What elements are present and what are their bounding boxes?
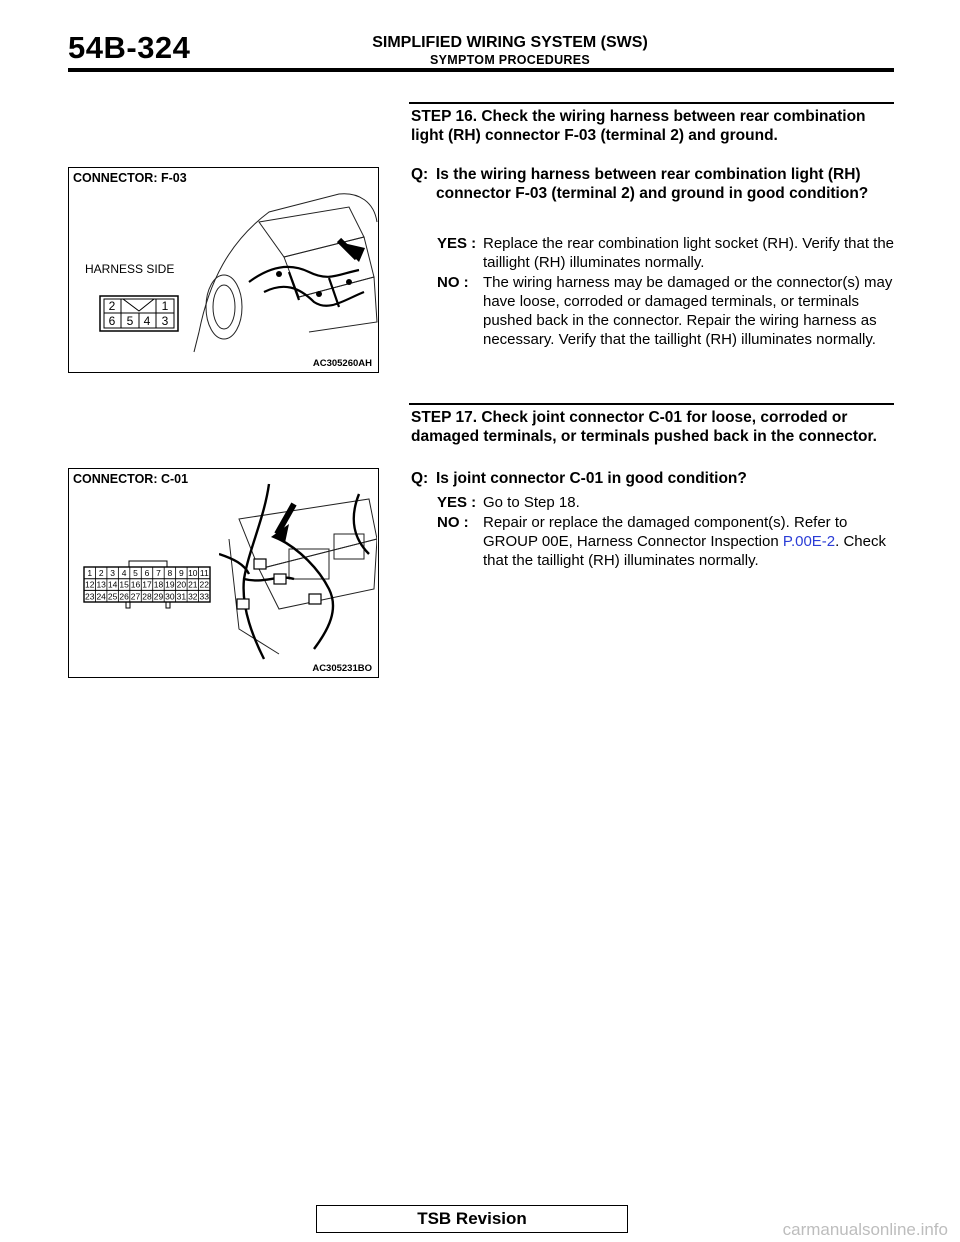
figure-label: CONNECTOR: C-01 xyxy=(73,472,189,486)
pin-8: 8 xyxy=(167,568,173,578)
pin-28: 28 xyxy=(142,591,152,602)
figure-connector-f03 xyxy=(68,167,379,373)
pin-4: 4 xyxy=(143,314,151,328)
section-title: SIMPLIFIED WIRING SYSTEM (SWS) xyxy=(372,34,648,51)
harness-side-label: HARNESS SIDE xyxy=(85,262,175,276)
pin-1: 1 xyxy=(161,299,169,313)
figure-code: AC305260AH xyxy=(312,358,372,369)
question-label: Q: xyxy=(411,470,429,487)
tsb-revision-label: TSB Revision xyxy=(417,1209,527,1228)
pin-33: 33 xyxy=(199,591,210,602)
pin-6: 6 xyxy=(108,314,116,328)
pin-22: 22 xyxy=(199,579,210,590)
pin-13: 13 xyxy=(96,579,106,590)
pin-27: 27 xyxy=(130,591,141,602)
pin-3: 3 xyxy=(161,314,169,328)
step-16-title: STEP 16. Check the wiring harness between rear combination light (RH) connector F-03 (terminal 2) and ground. xyxy=(411,108,866,144)
no-label: NO : xyxy=(437,274,469,291)
pin-9: 9 xyxy=(178,568,184,578)
figure-code: AC305231BO xyxy=(312,663,372,674)
tsb-revision-box xyxy=(316,1205,628,1233)
figure-connector-c01 xyxy=(68,468,379,678)
pin-32: 32 xyxy=(188,591,198,602)
yes-label: YES : xyxy=(437,494,477,511)
question-text: Is the wiring harness between rear combination light (RH) connector F-03 (terminal 2) and ground in good condition? xyxy=(436,166,869,202)
yes-text: Go to Step 18. xyxy=(483,494,580,511)
no-text-part1: Repair or replace the damaged component(s). Refer to GROUP 00E, Harness Connector Inspection xyxy=(483,514,848,550)
yes-text: Replace the rear combination light socket (RH). Verify that the taillight (RH) illuminates normally. xyxy=(483,235,895,271)
step-17-question xyxy=(411,469,891,488)
pin-14: 14 xyxy=(107,579,118,590)
pin-1: 1 xyxy=(87,568,93,578)
connector-c01-pinout xyxy=(82,549,212,621)
step-16-yes xyxy=(437,234,895,272)
pin-10: 10 xyxy=(188,568,198,578)
no-label: NO : xyxy=(437,514,469,531)
pin-26: 26 xyxy=(119,591,129,602)
yes-label: YES : xyxy=(437,235,477,252)
pin-16: 16 xyxy=(130,579,141,590)
connector-f03-pinout xyxy=(99,295,179,332)
header-rule xyxy=(68,68,894,72)
pin-21: 21 xyxy=(188,579,198,590)
pin-11: 11 xyxy=(199,568,209,578)
pin-18: 18 xyxy=(153,579,164,590)
pin-7: 7 xyxy=(156,568,161,578)
pin-20: 20 xyxy=(176,579,187,590)
section-subtitle: SYMPTOM PROCEDURES xyxy=(429,53,591,67)
no-text: The wiring harness may be damaged or the connector(s) may have loose, corroded or damaged terminals, or terminals pushed back in the connector. Repair the wiring harness as necessary. Verify that the taillight (RH) illuminates normally. xyxy=(483,274,893,348)
pin-23: 23 xyxy=(84,591,95,602)
pin-24: 24 xyxy=(96,591,106,602)
dashboard-wiring-drawing xyxy=(219,479,377,664)
pin-19: 19 xyxy=(165,579,175,590)
pin-30: 30 xyxy=(165,591,175,602)
pin-29: 29 xyxy=(153,591,164,602)
step-17-title: STEP 17. Check joint connector C-01 for loose, corroded or damaged terminals, or terminals pushed back in the connector. xyxy=(411,409,877,445)
pin-25: 25 xyxy=(107,591,118,602)
pin-2: 2 xyxy=(108,299,116,313)
pin-4: 4 xyxy=(121,568,127,578)
step-16-rule xyxy=(409,102,894,104)
page-number: 54B-324 xyxy=(68,30,191,65)
car-rear-drawing xyxy=(189,182,378,354)
step-17-yes xyxy=(437,493,895,512)
no-text xyxy=(437,513,895,570)
watermark: carmanualsonline.info xyxy=(782,1220,948,1239)
step-17-no xyxy=(437,513,895,570)
pin-6: 6 xyxy=(144,568,150,578)
pin-15: 15 xyxy=(119,579,129,590)
no-text-part2: . Check that the taillight (RH) illuminates normally. xyxy=(483,533,886,569)
pin-17: 17 xyxy=(142,579,152,590)
pin-5: 5 xyxy=(133,568,138,578)
pin-12: 12 xyxy=(84,579,95,590)
pin-2: 2 xyxy=(98,568,104,578)
step-16-question xyxy=(411,165,891,203)
question-text: Is joint connector C-01 in good condition? xyxy=(436,470,747,487)
step-16-no xyxy=(437,273,895,349)
pin-3: 3 xyxy=(110,568,116,578)
question-label: Q: xyxy=(411,166,429,183)
figure-label: CONNECTOR: F-03 xyxy=(73,171,187,185)
pin-5: 5 xyxy=(126,314,134,328)
pin-31: 31 xyxy=(176,591,187,602)
reference-link[interactable]: P.00E-2 xyxy=(782,533,836,550)
step-17-rule xyxy=(409,403,894,405)
